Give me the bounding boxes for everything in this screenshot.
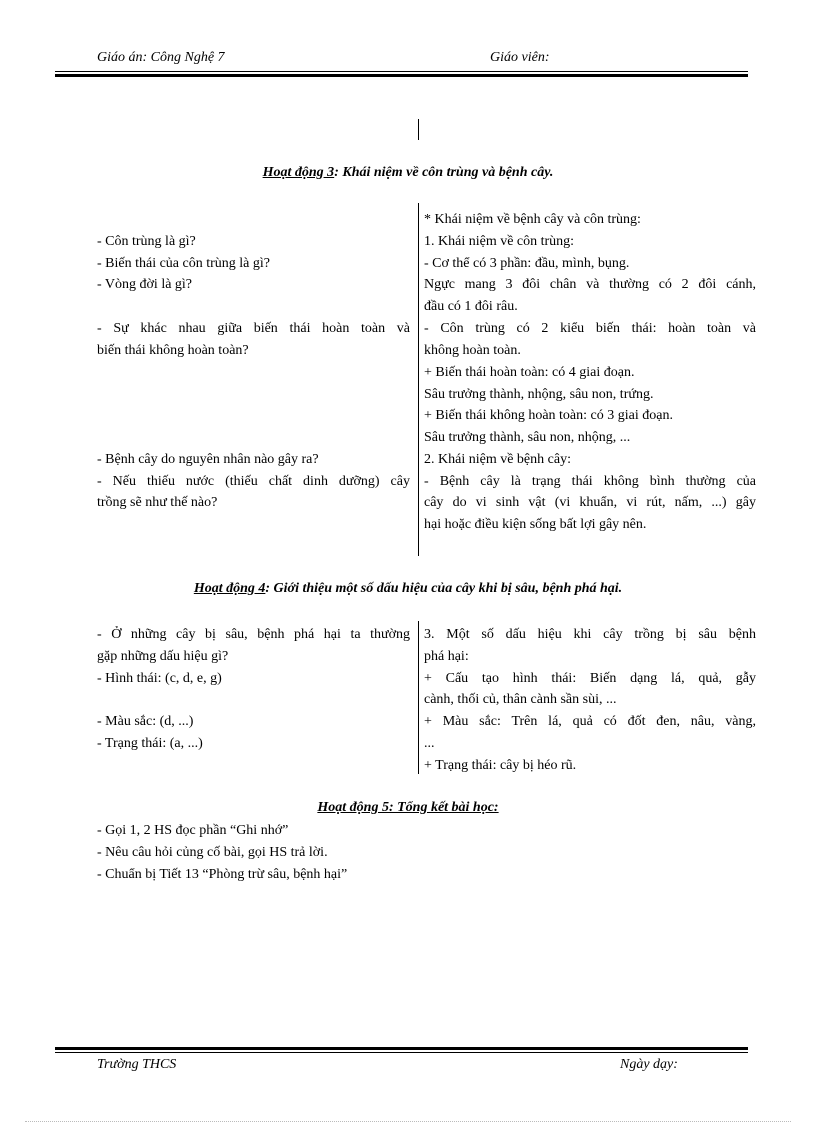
act3-question: - Vòng đời là gì? — [97, 277, 193, 292]
act4-question: gặp những dấu hiệu gì? — [97, 649, 229, 664]
act4-answer: cành, thối củ, thân cành sần sùi, ... — [424, 692, 617, 707]
act3-answer: không hoàn toàn. — [424, 343, 521, 358]
act3-answer: - Bệnh cây là trạng thái không bình thường của — [424, 474, 756, 489]
act5-item: - Gọi 1, 2 HS đọc phần “Ghi nhớ” — [97, 823, 289, 838]
act4-question: - Ở những cây bị sâu, bệnh phá hại ta thường — [97, 627, 410, 642]
act3-answer: Sâu trưởng thành, nhộng, sâu non, trứng. — [424, 387, 654, 402]
act3-answer: + Biến thái hoàn toàn: có 4 giai đoạn. — [424, 365, 635, 380]
act3-answer: cây do vi sinh vật (vi khuẩn, vi rút, nấm, ...) gây — [424, 495, 756, 510]
activity-3-heading — [0, 165, 816, 181]
act3-answer: - Côn trùng có 2 kiểu biến thái: hoàn toàn và — [424, 321, 756, 336]
header-rule-thin — [55, 71, 748, 72]
act3-question: - Nếu thiếu nước (thiếu chất dinh dưỡng) cây — [97, 474, 410, 489]
act3-question: - Sự khác nhau giữa biến thái hoàn toàn và — [97, 321, 410, 336]
act3-answer: * Khái niệm về bệnh cây và côn trùng: — [424, 212, 641, 227]
act4-question: - Màu sắc: (d, ...) — [97, 714, 194, 729]
act4-question: - Trạng thái: (a, ...) — [97, 736, 203, 751]
header-lesson-plan: Giáo án: Công Nghệ 7 — [97, 50, 225, 65]
act3-question: trồng sẽ như thế nào? — [97, 495, 218, 510]
act5-item: - Chuẩn bị Tiết 13 “Phòng trừ sâu, bệnh hại” — [97, 867, 348, 882]
footer-school: Trường THCS — [97, 1057, 177, 1072]
act3-answer: Ngực mang 3 đôi chân và thường có 2 đôi cánh, — [424, 277, 756, 292]
act3-question: - Côn trùng là gì? — [97, 234, 196, 249]
activity-5-label: Hoạt động 5: Tổng kết bài học: — [317, 800, 499, 815]
act3-answer: Sâu trưởng thành, sâu non, nhộng, ... — [424, 430, 631, 445]
act4-answer: 3. Một số dấu hiệu khi cây trồng bị sâu bệnh — [424, 627, 756, 642]
footer-rule-thick — [55, 1047, 748, 1050]
activity-4-label: Hoạt động 4 — [193, 581, 266, 596]
act3-question: - Biến thái của côn trùng là gì? — [97, 256, 270, 271]
header-teacher: Giáo viên: — [490, 50, 550, 65]
act3-answer: + Biến thái không hoàn toàn: có 3 giai đoạn. — [424, 408, 673, 423]
act4-answer: phá hại: — [424, 649, 469, 664]
act4-answer: + Trạng thái: cây bị héo rũ. — [424, 758, 577, 773]
act5-item: - Nêu câu hỏi củng cố bài, gọi HS trả lời. — [97, 845, 328, 860]
activity-4-title: : Giới thiệu một số dấu hiệu của cây khi bị sâu, bệnh phá hại. — [265, 581, 623, 596]
footer-teaching-date: Ngày dạy: — [620, 1057, 678, 1072]
act3-question: - Bệnh cây do nguyên nhân nào gây ra? — [97, 452, 319, 467]
act4-answer: ... — [424, 736, 435, 751]
act3-answer: hại hoặc điều kiện sống bất lợi gây nên. — [424, 517, 647, 532]
act3-answer: 1. Khái niệm về côn trùng: — [424, 234, 575, 249]
act3-answer: 2. Khái niệm về bệnh cây: — [424, 452, 571, 467]
act4-answer: + Cấu tạo hình thái: Biến dạng lá, quả, gẫy — [424, 671, 756, 686]
activity-4-divider — [418, 621, 419, 774]
page-bottom-border — [25, 1121, 791, 1122]
footer-rule-thin — [55, 1052, 748, 1053]
activity-5-heading — [0, 800, 816, 816]
act4-answer: + Màu sắc: Trên lá, quả có đốt đen, nâu, vàng, — [424, 714, 756, 729]
activity-3-label: Hoạt động 3 — [262, 165, 335, 180]
act4-question: - Hình thái: (c, d, e, g) — [97, 671, 222, 686]
text-cursor — [418, 119, 419, 140]
act3-answer: đầu có 1 đôi râu. — [424, 299, 518, 314]
act3-answer: - Cơ thể có 3 phần: đầu, mình, bụng. — [424, 256, 630, 271]
activity-3-title: : Khái niệm về côn trùng và bệnh cây. — [334, 165, 554, 180]
activity-4-heading — [0, 581, 816, 597]
header-rule-thick — [55, 74, 748, 77]
act3-question: biến thái không hoàn toàn? — [97, 343, 249, 358]
activity-3-divider — [418, 203, 419, 556]
